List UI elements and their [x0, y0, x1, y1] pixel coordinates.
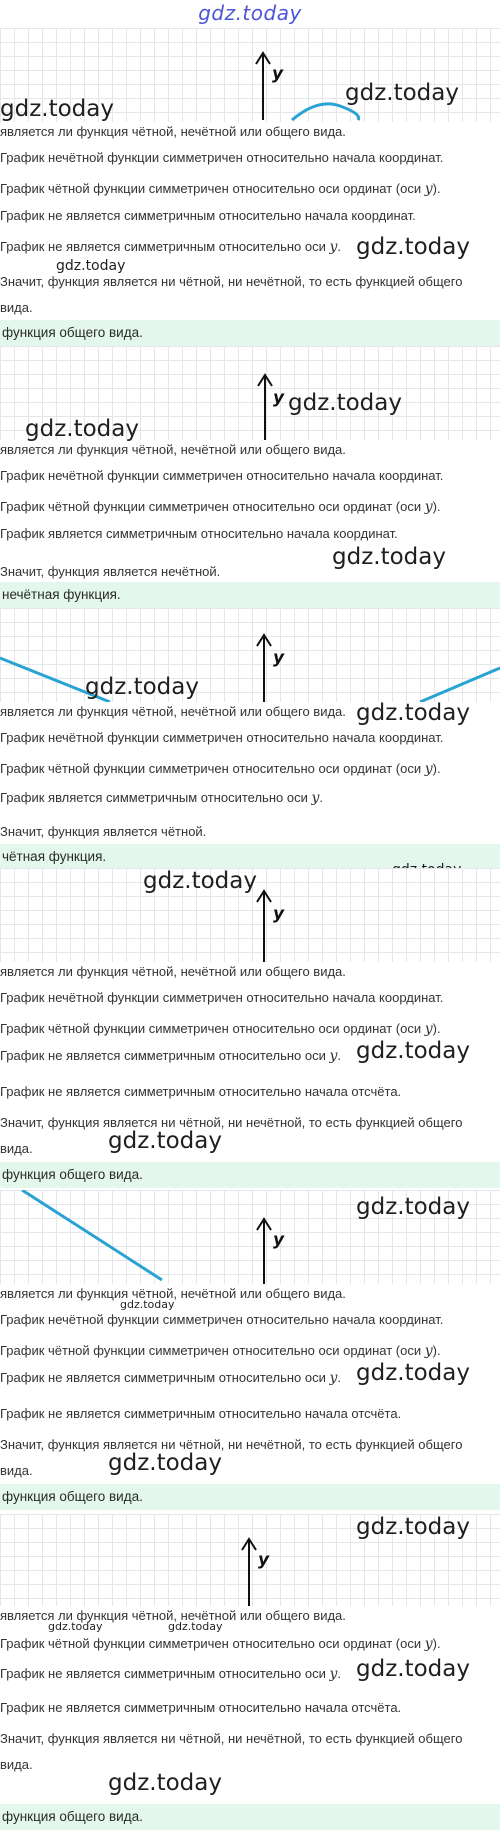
- watermark: gdz.today: [0, 96, 114, 122]
- text-line: График нечётной функции симметричен относительно начала координат.: [0, 990, 444, 1005]
- watermark: gdz.today: [108, 1450, 222, 1476]
- text-line: График не является симметричным относительно оси y.: [0, 1370, 342, 1386]
- text-line: График нечётной функции симметричен относительно начала координат.: [0, 730, 444, 745]
- watermark: gdz.today: [25, 416, 139, 442]
- text-line: График не является симметричным относительно начала отсчёта.: [0, 1700, 402, 1715]
- text-line: является ли функция чётной, нечётной или общего вида.: [0, 1608, 346, 1623]
- text-line: График не является симметричным относительно оси y.: [0, 239, 342, 255]
- axis-variable: y: [329, 1370, 338, 1386]
- watermark: gdz.today: [356, 1038, 470, 1064]
- watermark: gdz.today: [356, 1656, 470, 1682]
- text-line: График не является симметричным относительно оси y.: [0, 1048, 342, 1064]
- text-line: является ли функция чётной, нечётной или общего вида.: [0, 704, 346, 719]
- y-axis-label: y: [273, 388, 285, 408]
- axis-variable: y: [424, 181, 433, 197]
- axis-variable: y: [329, 1666, 338, 1682]
- axis-variable: y: [329, 239, 338, 255]
- text-line: является ли функция чётной, нечётной или общего вида.: [0, 124, 346, 139]
- function-curve: [22, 1190, 162, 1280]
- answer-box: функция общего вида.: [0, 1484, 500, 1510]
- watermark: gdz.today: [143, 868, 257, 894]
- watermark: gdz.today: [356, 700, 470, 726]
- text-line: График не является симметричным относительно начала координат.: [0, 208, 416, 223]
- text-line: График чётной функции симметричен относительно оси ординат (оси y).: [0, 499, 441, 515]
- answer-box: функция общего вида.: [0, 1162, 500, 1188]
- text-line: Значит, функция является ни чётной, ни нечётной, то есть функцией общего вида.: [0, 1437, 463, 1478]
- axis-variable: y: [424, 499, 433, 515]
- axis-variable: y: [329, 1048, 338, 1064]
- text-line: Значит, функция является нечётной.: [0, 564, 221, 579]
- text-line: График нечётной функции симметричен относительно начала координат.: [0, 468, 444, 483]
- axis-variable: y: [311, 790, 320, 806]
- text-line: Значит, функция является ни чётной, ни нечётной, то есть функцией общего вида.: [0, 274, 463, 315]
- watermark: gdz.today: [345, 80, 459, 106]
- text-line: является ли функция чётной, нечётной или общего вида.: [0, 964, 346, 979]
- answer-box: функция общего вида.: [0, 320, 500, 346]
- watermark: gdz.today: [48, 1620, 103, 1633]
- text-line: является ли функция чётной, нечётной или общего вида.: [0, 442, 346, 457]
- watermark: gdz.today: [356, 1514, 470, 1540]
- text-line: является ли функция чётной, нечётной или общего вида.: [0, 1286, 346, 1301]
- y-axis-label: y: [273, 1230, 285, 1250]
- watermark: gdz.today: [108, 1128, 222, 1154]
- axis-variable: y: [424, 1343, 433, 1359]
- y-axis-label: y: [272, 64, 284, 84]
- text-line: График нечётной функции симметричен относительно начала координат.: [0, 1312, 444, 1327]
- exercise-section-5: [0, 1190, 500, 1512]
- watermark: gdz.today: [356, 1360, 470, 1386]
- watermark: gdz.today: [108, 1770, 222, 1796]
- axis-variable: y: [424, 1021, 433, 1037]
- exercise-section-3: [0, 608, 500, 868]
- text-line: График является симметричным относительно начала координат.: [0, 526, 398, 541]
- watermark: gdz.today: [332, 544, 446, 570]
- text-line: Значит, функция является чётной.: [0, 824, 207, 839]
- watermark: gdz.today: [56, 258, 126, 274]
- answer-box: функция общего вида.: [0, 1804, 500, 1830]
- axis-variable: y: [424, 1636, 433, 1652]
- function-curve-right: [420, 668, 500, 702]
- text-line: График чётной функции симметричен относительно оси ординат (оси y).: [0, 761, 441, 777]
- site-logo[interactable]: gdz.today: [198, 1, 302, 25]
- answer-box: нечётная функция.: [0, 582, 500, 608]
- y-axis-label: y: [273, 648, 285, 668]
- text-line: Значит, функция является ни чётной, ни нечётной, то есть функцией общего вида.: [0, 1731, 463, 1772]
- exercise-section-4: [0, 868, 500, 1190]
- watermark: gdz.today: [288, 390, 402, 416]
- text-line: График нечётной функции симметричен относительно начала координат.: [0, 150, 444, 165]
- y-axis-label: y: [258, 1550, 270, 1570]
- watermark: gdz.today: [168, 1620, 223, 1633]
- watermark: gdz.today: [356, 1194, 470, 1220]
- answer-box: чётная функция.: [0, 844, 500, 870]
- exercise-section-6: [0, 1514, 500, 1830]
- watermark: gdz.today: [120, 1298, 175, 1311]
- function-curve: [292, 104, 359, 120]
- axis-variable: y: [424, 761, 433, 777]
- y-axis-label: y: [273, 904, 285, 924]
- text-line: График не является симметричным относительно начала отсчёта.: [0, 1084, 402, 1099]
- text-line: Значит, функция является ни чётной, ни нечётной, то есть функцией общего вида.: [0, 1115, 463, 1156]
- watermark: gdz.today: [85, 674, 199, 700]
- exercise-section-2: [0, 346, 500, 606]
- text-line: График чётной функции симметричен относительно оси ординат (оси y).: [0, 1636, 441, 1652]
- text-line: График чётной функции симметричен относительно оси ординат (оси y).: [0, 1021, 441, 1037]
- exercise-section-1: [0, 28, 500, 348]
- graph-3: [0, 608, 500, 702]
- text-line: График является симметричным относительно оси y.: [0, 790, 323, 806]
- text-line: График не является симметричным относительно начала отсчёта.: [0, 1406, 402, 1421]
- text-line: График чётной функции симметричен относительно оси ординат (оси y).: [0, 181, 441, 197]
- text-line: График чётной функции симметричен относительно оси ординат (оси y).: [0, 1343, 441, 1359]
- text-line: График не является симметричным относительно оси y.: [0, 1666, 342, 1682]
- watermark: gdz.today: [356, 234, 470, 260]
